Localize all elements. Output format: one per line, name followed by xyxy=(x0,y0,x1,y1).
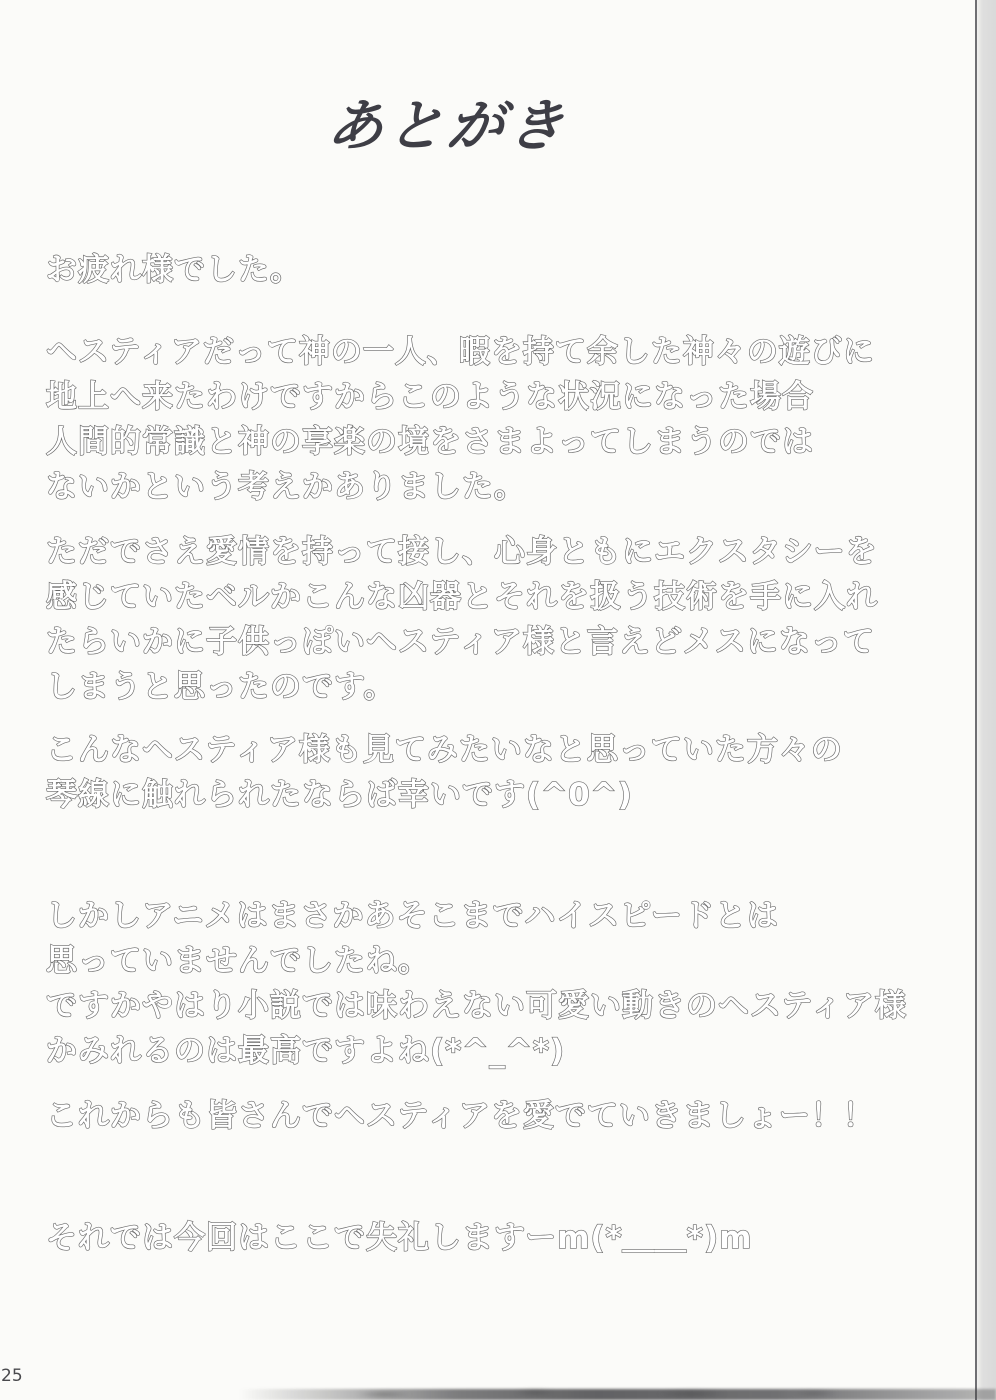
text-line: それでは今回はここで失礼しますーm(*＿＿*)m xyxy=(46,1220,753,1256)
text-line: 思っていませんでしたね。 xyxy=(46,943,430,979)
paragraph-bell xyxy=(46,530,878,710)
page-title: あとがき xyxy=(324,94,571,159)
text-line: ないかという考えかありました。 xyxy=(46,469,526,505)
text-line: しまうと思ったのです。 xyxy=(46,669,396,705)
paragraph-farewell xyxy=(46,1216,752,1261)
text-line: 感じていたベルかこんな凶器とそれを扱う技術を手に入れ xyxy=(46,579,878,615)
text-line: ですかやはり小説では味わえない可愛い動きのヘスティア様 xyxy=(46,988,907,1024)
text-line: これからも皆さんでヘスティアを愛でていきましょー！！ xyxy=(46,1098,875,1134)
text-line: 地上へ来たわけですからこのような状況になった場合 xyxy=(46,379,814,415)
text-line: かみれるのは最高ですよね(*^_^*) xyxy=(46,1033,566,1069)
text-line: ヘスティアだって神の一人、暇を持て余した神々の遊びに xyxy=(46,334,875,370)
paragraph-hestia-gods xyxy=(46,330,875,510)
scan-page-edge-shadow xyxy=(975,0,996,1400)
paragraph-hope xyxy=(46,728,843,818)
text-line: お疲れ様でした。 xyxy=(46,252,302,288)
page-number: 25 xyxy=(1,1366,23,1386)
paragraph-closing-cheer xyxy=(46,1094,875,1139)
text-line: たらいかに子供っぽいヘスティア様と言えどメスになって xyxy=(46,624,875,660)
text-line: 琴線に触れられたならば幸いです(^0^) xyxy=(46,777,633,813)
text-line: こんなヘスティア様も見てみたいなと思っていた方々の xyxy=(46,732,843,768)
paragraph-greeting xyxy=(46,248,302,293)
text-line: ただでさえ愛情を持って接し、心身ともにエクスタシーを xyxy=(46,534,878,570)
text-line: 人間的常識と神の享楽の境をさまよってしまうのでは xyxy=(46,424,814,460)
text-line: しかしアニメはまさかあそこまでハイスピードとは xyxy=(46,898,779,934)
scan-bottom-smudge-blobs xyxy=(300,1389,860,1398)
paragraph-anime xyxy=(46,894,907,1074)
